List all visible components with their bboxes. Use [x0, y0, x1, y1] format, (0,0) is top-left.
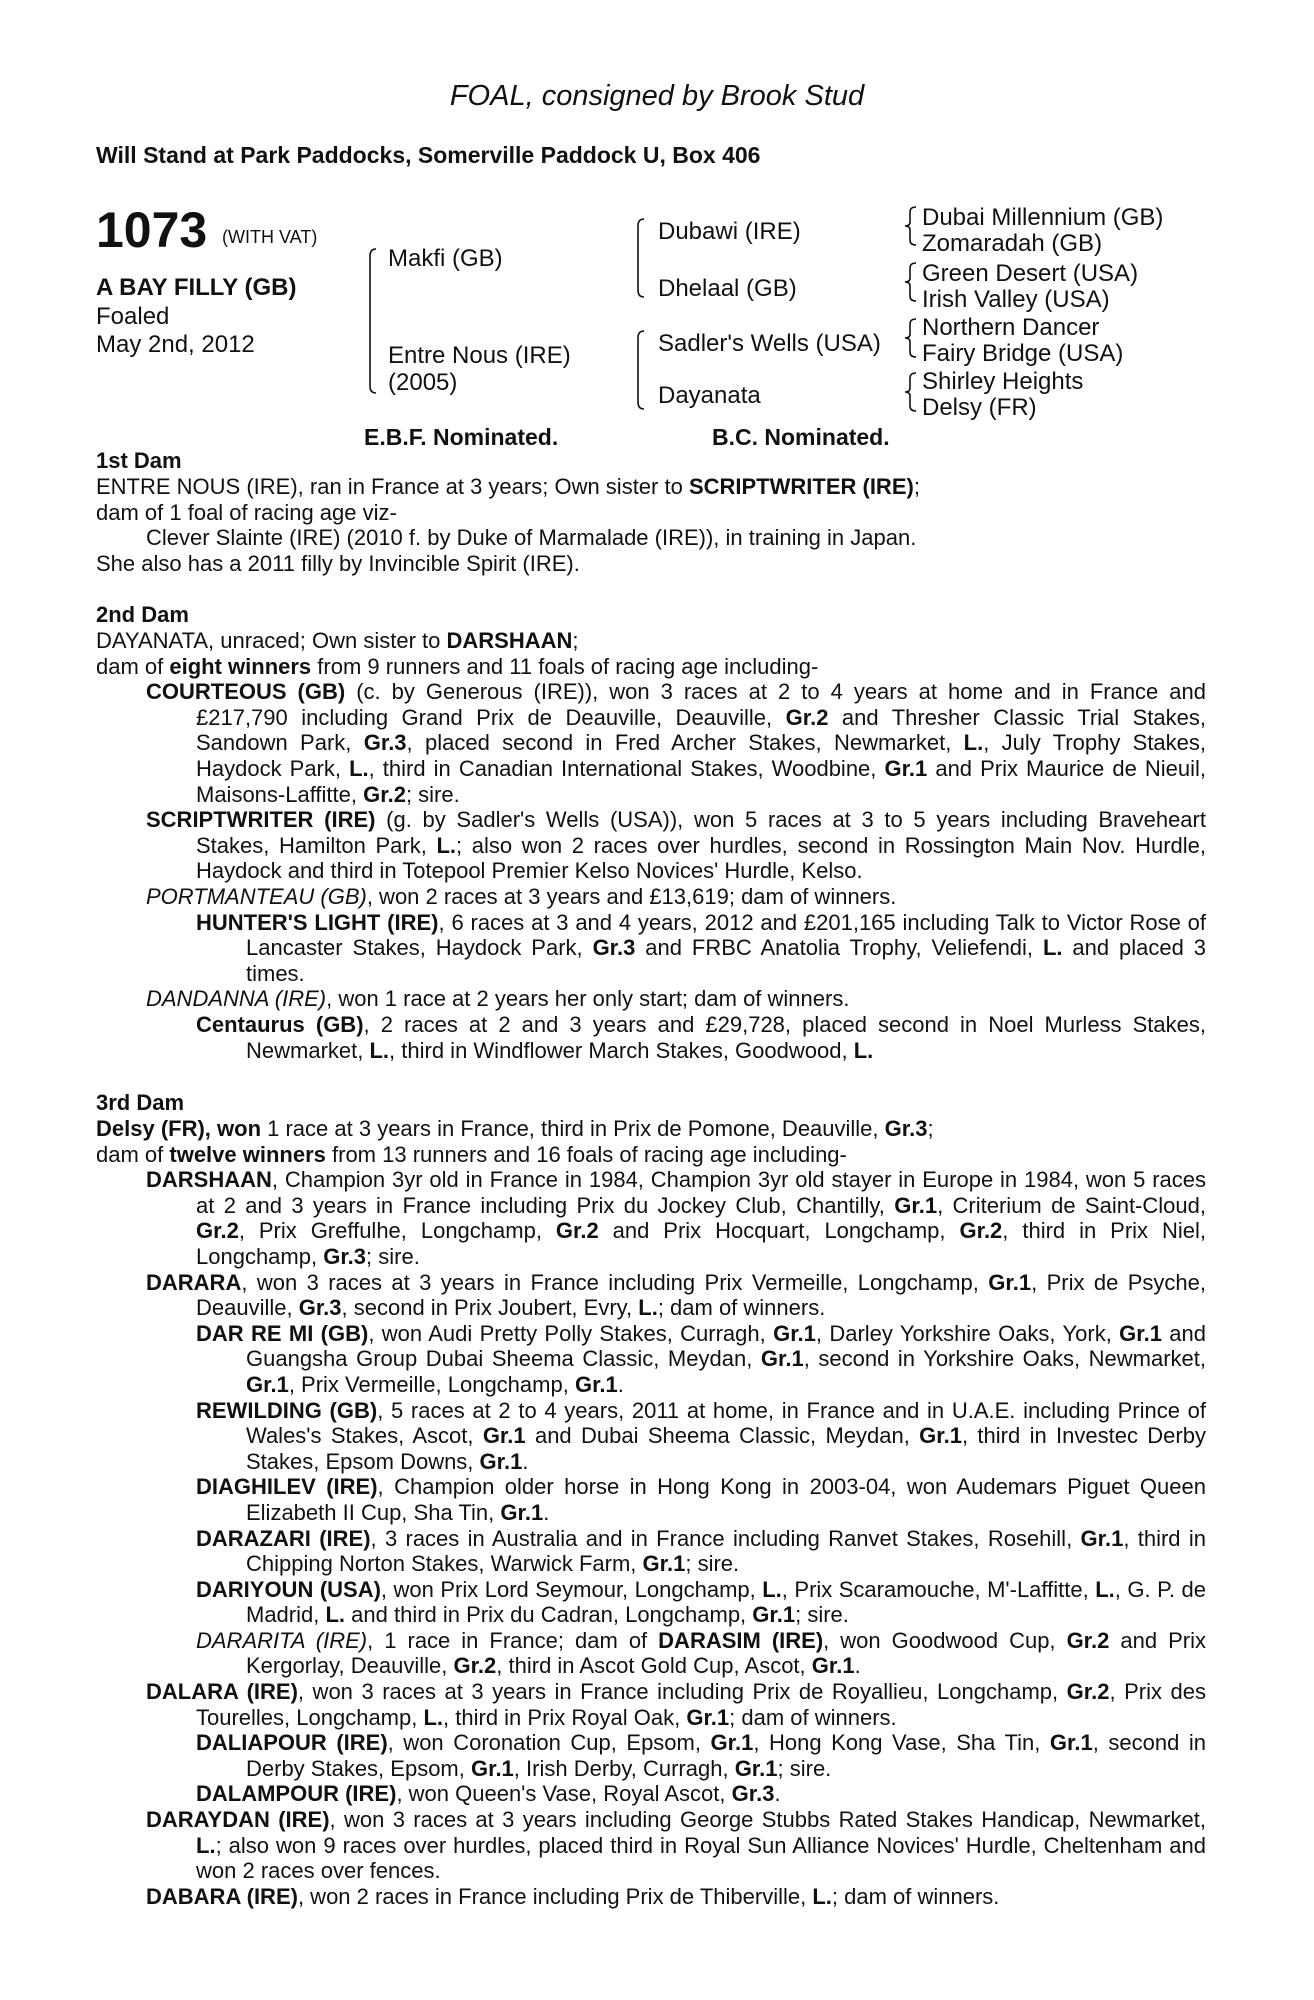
entry-dar-re-mi: DAR RE MI (GB), won Audi Pretty Polly Stakes, Curragh, Gr.1, Darley Yorkshire Oaks, York, Gr.1 and Guangsha Group Dubai Sheema Classic, Meydan, Gr.1, second in Yorkshire Oaks, Newmarket, Gr.1, Prix Vermeille, Longchamp, Gr.1.	[196, 1320, 1207, 1397]
entry-daliapour: DALIAPOUR (IRE), won Coronation Cup, Epsom, Gr.1, Hong Kong Vase, Sha Tin, Gr.1, second in Derby Stakes, Epsom, Gr.1, Irish Derby, Curragh, Gr.1; sire.	[196, 1730, 1206, 1781]
ebf-nominated: E.B.F. Nominated.	[364, 424, 559, 450]
dam-dam-dam: Delsy (FR)	[922, 394, 1037, 421]
entry-rewilding: REWILDING (GB), 5 races at 2 to 4 years, 2011 at home, in France and in U.A.E. including Prince of Wales's Stakes, Ascot, Gr.1 and Dubai Sheema Classic, Meydan, Gr.1, third in Investec Derby Stakes, Epsom Downs, Gr.1.	[196, 1397, 1206, 1474]
entry-dabara: DABARA (IRE), won 2 races in France including Prix de Thiberville, L.; dam of winners.	[146, 1883, 1000, 1909]
entry-darazari: DARAZARI (IRE), 3 races in Australia and in France including Ranvet Stakes, Rosehill, Gr.1, third in Chipping Norton Stakes, Warwick Farm, Gr.1; sire.	[196, 1525, 1206, 1577]
horse-name: A BAY FILLY (GB)	[96, 274, 297, 301]
foaled-label: Foaled	[96, 303, 170, 330]
third-dam-heading: 3rd Dam	[96, 1090, 185, 1115]
pedigree-bracket-main	[366, 248, 378, 394]
pedigree-bracket-dam	[634, 330, 646, 410]
foaled-info	[96, 303, 296, 359]
sire: Makfi (GB)	[388, 245, 503, 272]
entry-scriptwriter: SCRIPTWRITER (IRE) (g. by Sadler's Wells (USA)), won 5 races at 3 to 5 years including Braveheart Stakes, Hamilton Park, L.; also won 2 races over hurdles, second in Rossington Main Nov. Hurdle, Haydock and third in Totepool Premier Kelso Novices' Hurdle, Kelso.	[146, 807, 1206, 884]
third-dam-section	[96, 1090, 1206, 1909]
dam-dam-sire: Shirley Heights	[922, 368, 1084, 395]
page-title: FOAL, consigned by Brook Stud	[449, 80, 865, 112]
entry-diaghilev: DIAGHILEV (IRE), Champion older horse in Hong Kong in 2003-04, won Audemars Piguet Queen Elizabeth II Cup, Sha Tin, Gr.1.	[196, 1474, 1206, 1525]
entry-dalara: DALARA (IRE), won 3 races at 3 years in France including Prix de Royallieu, Longchamp, Gr.2, Prix des Tourelles, Longchamp, L., third in Prix Royal Oak, Gr.1; dam of winners.	[146, 1679, 1207, 1730]
entry-portmanteau: PORTMANTEAU (GB), won 2 races at 3 years and £13,619; dam of winners.	[146, 883, 897, 909]
bracket-g2	[904, 262, 918, 302]
first-dam-section	[96, 448, 1206, 576]
dam-sire: Sadler's Wells (USA)	[658, 330, 881, 357]
lot-vat: (WITH VAT)	[222, 227, 318, 247]
sire-dam-dam: Irish Valley (USA)	[922, 286, 1110, 313]
entry-dararita: DARARITA (IRE), 1 race in France; dam of DARASIM (IRE), won Goodwood Cup, Gr.2 and Prix Kergorlay, Deauville, Gr.2, third in Ascot Gold Cup, Ascot, Gr.1.	[196, 1627, 1206, 1679]
first-dam-line: ENTRE NOUS (IRE), ran in France at 3 years; Own sister to SCRIPTWRITER (IRE);	[96, 474, 920, 499]
bracket-g3	[904, 318, 918, 358]
entry-dalampour: DALAMPOUR (IRE), won Queen's Vase, Royal Ascot, Gr.3.	[196, 1781, 781, 1807]
second-dam-heading: 2nd Dam	[96, 602, 189, 627]
sire-sire-dam: Zomaradah (GB)	[922, 230, 1103, 257]
dam-dam: Dayanata	[658, 382, 761, 409]
second-dam-line: DAYANATA, unraced; Own sister to DARSHAAN;	[96, 628, 579, 653]
sire-sire: Dubawi (IRE)	[658, 218, 801, 245]
first-dam-note: She also has a 2011 filly by Invincible Spirit (IRE).	[96, 550, 580, 576]
entry-dandanna: DANDANNA (IRE), won 1 race at 2 years her only start; dam of winners.	[146, 986, 850, 1012]
entry-centaurus: Centaurus (GB), 2 races at 2 and 3 years and £29,728, placed second in Noel Murless Stakes, Newmarket, L., third in Windflower March Stakes, Goodwood, L.	[196, 1011, 1207, 1063]
bc-nominated: B.C. Nominated.	[712, 424, 890, 450]
dam: Entre Nous (IRE)	[388, 342, 571, 369]
stand-location: Will Stand at Park Paddocks, Somerville Paddock U, Box 406	[96, 142, 761, 168]
sire-dam-sire: Green Desert (USA)	[922, 260, 1139, 287]
first-dam-heading: 1st Dam	[96, 448, 182, 473]
sire-sire-sire: Dubai Millennium (GB)	[922, 204, 1164, 231]
first-dam-produce-intro: dam of 1 foal of racing age viz-	[96, 499, 397, 525]
dam-year: (2005)	[388, 369, 458, 396]
second-dam-section	[96, 602, 1206, 1063]
dam-sire-sire: Northern Dancer	[922, 314, 1100, 341]
dam-sire-dam: Fairy Bridge (USA)	[922, 340, 1124, 367]
bracket-g1	[904, 206, 918, 246]
entry-courteous: COURTEOUS (GB) (c. by Generous (IRE)), won 3 races at 2 to 4 years at home and in France and £217,790 including Grand Prix de Deauville, Deauville, Gr.2 and Thresher Classic Trial Stakes, Sandown Park, Gr.3, placed second in Fred Archer Stakes, Newmarket, L., July Trophy Stakes, Haydock Park, L., third in Canadian International Stakes, Woodbine, Gr.1 and Prix Maurice de Nieuil, Maisons-Laffitte, Gr.2; sire.	[146, 679, 1207, 807]
third-dam-produce-intro: dam of twelve winners from 13 runners and 16 foals of racing age including-	[96, 1141, 847, 1167]
entry-daraydan: DARAYDAN (IRE), won 3 races at 3 years including George Stubbs Rated Stakes Handicap, Newmarket, L.; also won 9 races over hurdles, placed third in Royal Sun Alliance Novices' Hurdle, Cheltenham and won 2 races over fences.	[146, 1807, 1206, 1884]
lot-number: 1073	[96, 202, 208, 258]
entry-darara: DARARA, won 3 races at 3 years in France including Prix Vermeille, Longchamp, Gr.1, Prix de Psyche, Deauville, Gr.3, second in Prix Joubert, Evry, L.; dam of winners.	[146, 1269, 1206, 1321]
foaled-date: May 2nd, 2012	[96, 331, 255, 358]
sire-dam: Dhelaal (GB)	[658, 275, 797, 302]
pedigree-bracket-sire	[634, 218, 646, 298]
third-dam-line: Delsy (FR), won 1 race at 3 years in France, third in Prix de Pomone, Deauville, Gr.3;	[96, 1116, 934, 1141]
entry-dariyoun: DARIYOUN (USA), won Prix Lord Seymour, Longchamp, L., Prix Scaramouche, M'-Laffitte, L., G. P. de Madrid, L. and third in Prix du Cadran, Longchamp, Gr.1; sire.	[196, 1576, 1206, 1628]
entry-hunters-light: HUNTER'S LIGHT (IRE), 6 races at 3 and 4 years, 2012 and £201,165 including Talk to Victor Rose of Lancaster Stakes, Haydock Park, Gr.3 and FRBC Anatolia Trophy, Veliefendi, L. and placed 3 times.	[196, 909, 1207, 986]
second-dam-produce-intro: dam of eight winners from 9 runners and 11 foals of racing age including-	[96, 653, 819, 679]
first-dam-produce: Clever Slainte (IRE) (2010 f. by Duke of Marmalade (IRE)), in training in Japan.	[146, 525, 917, 551]
entry-darshaan: DARSHAAN, Champion 3yr old in France in 1984, Champion 3yr old stayer in Europe in 1984, won 5 races at 2 and 3 years in France including Prix du Jockey Club, Chantilly, Gr.1, Criterium de Saint-Cloud, Gr.2, Prix Greffulhe, Longchamp, Gr.2 and Prix Hocquart, Longchamp, Gr.2, third in Prix Niel, Longchamp, Gr.3; sire.	[146, 1167, 1206, 1269]
bracket-g4	[904, 372, 918, 412]
